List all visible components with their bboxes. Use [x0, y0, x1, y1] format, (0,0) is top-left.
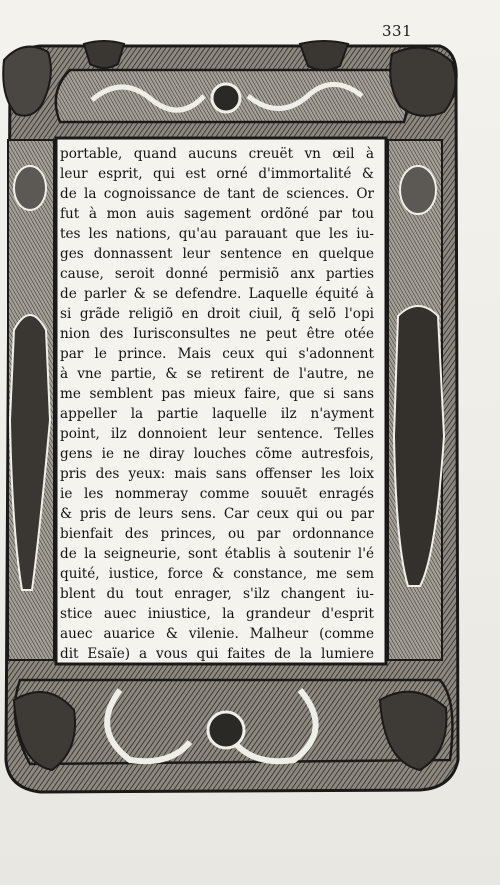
text-line: nion des Iurisconsultes ne peut être otée — [60, 326, 374, 342]
text-line: de la seigneurie, sont établis à soutenir l'é — [60, 546, 374, 562]
text-line: portable, quand aucuns creuët vn œil à — [60, 146, 374, 162]
bottom-rosette — [208, 712, 244, 748]
text-line: de parler & se defendre. Laquelle équité à — [60, 286, 374, 302]
text-line: cause, seroit donné permisiõ anx parties — [60, 266, 374, 282]
text-line: stice auec iniustice, la grandeur d'esprit — [60, 606, 374, 622]
right-face — [400, 166, 436, 214]
text-line: gens ie ne diray louches cõme autresfois, — [60, 446, 374, 462]
text-line: quité, iustice, force & constance, me sem — [60, 566, 374, 582]
text-line: dit Esaïe) a vous qui faites de la lumiere — [60, 646, 374, 662]
text-line: ges donnassent leur sentence en quelque — [60, 246, 374, 262]
vase-left — [84, 41, 124, 68]
text-line: leur esprit, qui est orné d'immortalité & — [60, 166, 374, 182]
text-line: ie les nommeray comme souuēt enragés — [60, 486, 374, 502]
text-line: si grãde religiõ en droit ciuil, q̃ selõ l'opi — [60, 306, 374, 322]
text-line: me semblent pas mieux faire, que si sans — [60, 386, 374, 402]
top-rosette — [212, 84, 240, 112]
text-line: tes les nations, qu'au parauant que les iu- — [60, 226, 374, 242]
text-line: fut à mon auis sagement ordõné par tou — [60, 206, 374, 222]
text-line: appeller la partie laquelle ilz n'ayment — [60, 406, 374, 422]
beast-creature — [390, 48, 455, 116]
vase-right — [300, 41, 348, 70]
text-line: à vne partie, & se retirent de l'autre, ne — [60, 366, 374, 382]
text-line: blent du tout enrager, s'ilz changent iu- — [60, 586, 374, 602]
text-line: & pris de leurs sens. Car ceux qui ou par — [60, 506, 374, 522]
text-line: de la cognoissance de tant de sciences. Or — [60, 186, 374, 202]
page-number: 331 — [382, 22, 413, 40]
text-line: bienfait des princes, ou par ordonnance — [60, 526, 374, 542]
text-line: par le prince. Mais ceux qui s'adonnent — [60, 346, 374, 362]
left-face — [14, 166, 46, 210]
text-line: pris des yeux: mais sans offenser les loix — [60, 466, 374, 482]
text-line: auec auarice & vilenie. Malheur (comme — [60, 626, 374, 642]
text-line: point, ilz donnoient leur sentence. Telles — [60, 426, 374, 442]
